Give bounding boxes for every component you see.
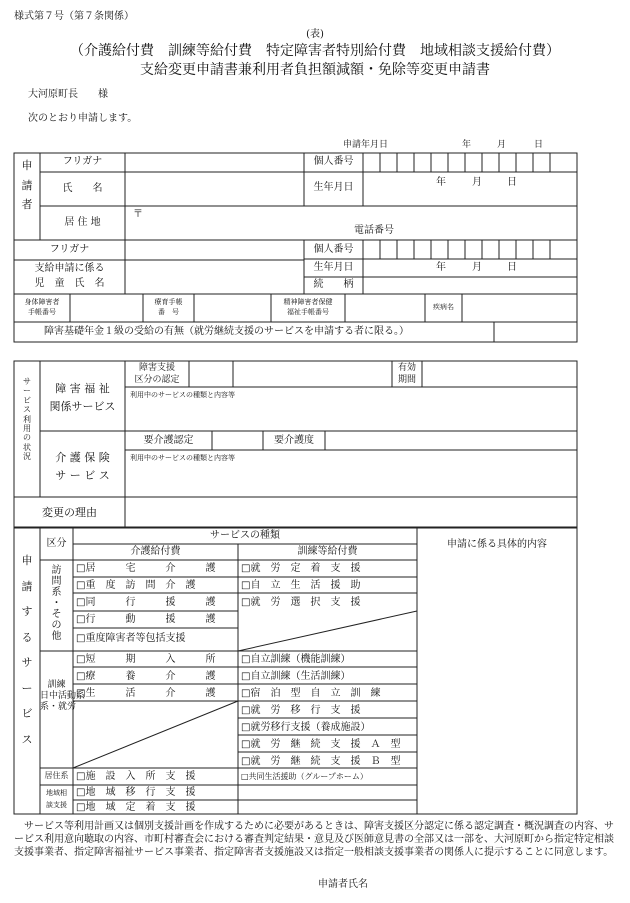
signature-field[interactable] [380, 876, 580, 894]
physical-handbook-label-2: 手帳番号 [28, 308, 56, 316]
service-checkbox[interactable]: □就 労 定 着 支 援 [241, 563, 361, 574]
care-in-use-label: 利用中のサービスの種類と内容等 [130, 454, 235, 462]
applicant-birthdate-label: 生年月日 [313, 182, 354, 193]
service-checkbox[interactable]: □就 労 継 続 支 援 Ａ 型 [241, 739, 401, 750]
service-checkbox[interactable]: □療 養 介 護 [76, 671, 216, 682]
child-name-label-1: 支給申請に係る [34, 263, 105, 274]
support-class-label-1: 障害支援 [138, 363, 175, 373]
applicant-name-field[interactable] [126, 173, 303, 205]
usage-section-label: サ ー ビ ス 利 用 の 状 況 [23, 377, 31, 462]
service-checkbox[interactable]: □重 度 訪 問 介 護 [76, 580, 196, 591]
title-line-2: 支給変更申請書兼利用者負担額減額・免除等変更申請書 [140, 62, 490, 78]
care-insurance-label-1: 介 護 保 険 [55, 451, 110, 464]
details-header: 申請に係る具体的内容 [447, 539, 547, 550]
community-category-label-1: 地域相 [46, 789, 67, 797]
phone-label: 電話番号 [354, 225, 394, 236]
visit-category-label: 訪 問 系 ・ そ の 他 [51, 565, 62, 642]
side-label: (表) [306, 29, 324, 40]
applicant-birth-year: 年 [436, 177, 446, 188]
applicant-section-label: 申 請 者 [21, 159, 33, 212]
service-checkbox[interactable]: □共同生活援助（グループホーム） [241, 772, 368, 781]
mental-handbook-label-2: 福祉手帳番号 [287, 308, 329, 316]
applicant-furigana-field[interactable] [126, 154, 303, 171]
care-level-label: 要介護度 [274, 435, 314, 446]
service-checkbox[interactable]: □自立訓練（生活訓練） [241, 671, 351, 682]
child-birth-day: 日 [507, 262, 517, 273]
service-checkbox[interactable]: □就 労 選 択 支 援 [241, 597, 361, 608]
consent-text: サービス等利用計画又は個別支援計画を作成するために必要があるときは、障害支援区分認定に係る認定調査・概況調査の内容、サービス利用意向聴取の内容、市町村審査会における審査判定結果・意見及び医師意見書の全部又は一部を、大河原町から指定特定相談支援事業者、指定障害福祉サービス事業者、指定障害者支援施設又は指定一般相談支援事業者の関係人に提示することに同意します。 [14, 821, 614, 858]
valid-period-label-2: 期間 [397, 375, 416, 385]
valid-period-label-1: 有効 [397, 363, 416, 373]
change-reason-field[interactable] [126, 498, 576, 526]
welfare-label-1: 障 害 福 祉 [55, 382, 110, 395]
child-name-label-2: 児 童 氏 名 [34, 278, 105, 289]
service-checkbox[interactable]: □地 域 移 行 支 援 [76, 787, 196, 798]
applicant-personal-number-label: 個人番号 [313, 156, 354, 167]
service-checkbox[interactable]: □宿 泊 型 自 立 訓 練 [241, 688, 381, 699]
rehab-handbook-label-1: 療育手帳 [154, 298, 183, 306]
child-personal-number-label: 個人番号 [313, 244, 354, 255]
service-types-header: サービスの種類 [210, 530, 280, 541]
category-header: 区分 [46, 538, 67, 549]
service-checkbox[interactable]: □生 活 介 護 [76, 688, 216, 699]
care-cert-label: 要介護認定 [143, 435, 194, 446]
child-relation-label: 続 柄 [313, 279, 354, 290]
care-insurance-label-2: サ ー ビ ス [55, 469, 110, 482]
apply-month-label: 月 [497, 140, 507, 150]
child-birthdate-label: 生年月日 [313, 262, 354, 273]
welfare-label-2: 関係サービス [49, 400, 116, 413]
applicant-birth-month: 月 [472, 177, 482, 188]
service-checkbox[interactable]: □就労移行支援（養成施設） [241, 722, 371, 733]
service-checkbox[interactable]: □居 宅 介 護 [76, 563, 216, 574]
service-checkbox[interactable]: □就 労 継 続 支 援 Ｂ 型 [241, 756, 401, 767]
support-class-label-2: 区分の認定 [134, 375, 180, 385]
service-checkbox[interactable]: □施 設 入 所 支 援 [76, 771, 196, 782]
service-checkbox[interactable]: □重度障害者等包括支援 [76, 633, 186, 644]
training-benefits-header: 訓練等給付費 [297, 546, 358, 557]
service-checkbox[interactable]: □行 動 援 護 [76, 614, 216, 625]
mental-handbook-label-1: 精神障害者保健 [283, 298, 333, 306]
apply-year-label: 年 [462, 140, 472, 150]
service-checkbox[interactable]: □地 域 定 着 支 援 [76, 802, 196, 813]
applicant-birth-day: 日 [507, 177, 517, 188]
applicant-furigana-label: フリガナ [62, 156, 103, 167]
disease-label: 疾病名 [433, 303, 454, 311]
pension-note: 障害基礎年金１級の受給の有無（就労継続支援のサービスを申請する者に限る。） [44, 326, 409, 337]
change-reason-label: 変更の理由 [42, 506, 97, 519]
community-category-label-2: 談支援 [46, 801, 67, 809]
services-section-label: 申 請 す る サ ー ビ ス [21, 554, 33, 746]
daytime-category-label: 訓練 日中活動系 系・就労 [40, 680, 86, 712]
child-birth-month: 月 [472, 262, 482, 273]
form-number: 様式第７号（第７条関係） [14, 11, 134, 22]
physical-handbook-label-1: 身体障害者 [24, 298, 60, 306]
intro-text: 次のとおり申請します。 [28, 113, 138, 124]
service-checkbox[interactable]: □自立訓練（機能訓練） [241, 654, 351, 665]
child-furigana-label: フリガナ [49, 244, 90, 255]
addressee: 大河原町長 様 [28, 89, 108, 100]
service-checkbox[interactable]: □短 期 入 所 [76, 654, 216, 665]
postal-mark: 〒 [133, 209, 143, 220]
residence-category-label: 居住系 [44, 771, 69, 780]
signature-label: 申請者氏名 [318, 879, 368, 890]
applicant-address-field[interactable] [126, 207, 576, 239]
rehab-handbook-label-2: 番 号 [158, 308, 179, 316]
apply-date-label: 申請年月日 [343, 140, 389, 150]
applicant-name-label: 氏 名 [62, 183, 103, 194]
title-line-1: （介護給付費 訓練等給付費 特定障害者特別給付費 地域相談支援給付費） [70, 43, 560, 59]
service-checkbox[interactable]: □自 立 生 活 援 助 [241, 580, 361, 591]
care-benefits-header: 介護給付費 [130, 546, 181, 557]
child-birth-year: 年 [436, 262, 446, 273]
welfare-in-use-label: 利用中のサービスの種類と内容等 [130, 391, 235, 399]
service-checkbox[interactable]: □就 労 移 行 支 援 [241, 705, 361, 716]
apply-day-label: 日 [534, 140, 544, 150]
applicant-address-label: 居 住 地 [64, 217, 101, 228]
service-checkbox[interactable]: □同 行 援 護 [76, 597, 216, 608]
details-field[interactable] [418, 545, 576, 813]
